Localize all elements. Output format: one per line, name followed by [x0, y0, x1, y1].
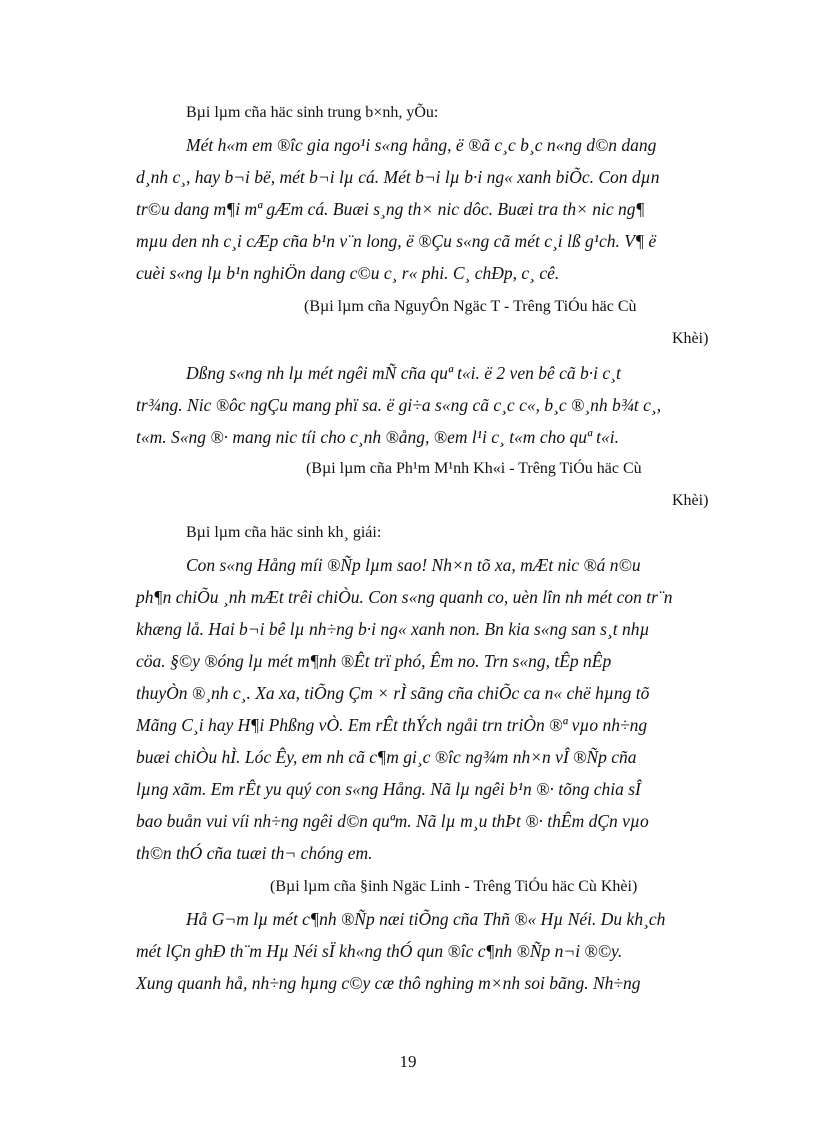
- attribution: (Bµi lµm cña Ph¹m M¹nh Kh«i - Trêng TiÓu häc Cù: [306, 460, 642, 477]
- essay-line: Dßng s«ng nh lµ mét ngêi mÑ cña quª t«i. ë 2 ven bê cã b·i c¸t: [186, 363, 621, 383]
- essay-line: lµng xãm. Em rÊt yu quý con s«ng Hång. Nã lµ ngêi b¹n ®· tõng chia sÎ: [136, 779, 641, 799]
- attribution-continued: Khèi): [672, 492, 709, 509]
- essay-line: Xung quanh hå, nh÷ng hµng c©y cæ thô nghing m×nh soi bãng. Nh÷ng: [136, 973, 641, 993]
- essay-line: mét lÇn ghÐ th¨m Hµ Néi sÏ kh«ng thÓ qun ®îc c¶nh ®Ñp n¬i ®©y.: [136, 941, 623, 961]
- essay-line: Mãng C¸i hay H¶i Phßng vÒ. Em rÊt thÝch ngåi trn triÒn ®ª vµo nh÷ng: [136, 715, 648, 735]
- essay-line: buæi chiÒu hÌ. Lóc Êy, em nh cã c¶m gi¸c ®îc ng¾m nh×n vÎ ®Ñp cña: [136, 747, 637, 767]
- essay-line: ph¶n chiÕu ¸nh mÆt trêi chiÒu. Con s«ng quanh co, uèn lîn nh mét con tr¨n: [136, 587, 673, 607]
- essay-line: bao buån vui víi nh÷ng ngêi d©n quªm. Nã lµ m¸u thÞt ®· thÊm dÇn vµo: [136, 811, 649, 831]
- essay-line: cuèi s«ng lµ b¹n nghiÖn dang c©u c¸ r« phi. C¸ chÐp, c¸ cê.: [136, 263, 560, 283]
- essay-line: Mét h«m em ®îc gia ngo¹i s«ng hång, ë ®ã c¸c b¸c n«ng d©n dang: [186, 135, 657, 155]
- attribution-continued: Khèi): [672, 330, 709, 347]
- essay-line: t«m. S«ng ®· mang nic tíi cho c¸nh ®ång, ®em l¹i c¸ t«m cho quª t«i.: [136, 427, 620, 447]
- essay-line: Hå G¬m lµ mét c¶nh ®Ñp næi tiÕng cña Thñ ®« Hµ Néi. Du kh¸ch: [186, 909, 666, 929]
- essay-line: tr©u dang m¶i mª gÆm cá. Buæi s¸ng th× nic dôc. Buæi tra th× nic ng¶: [136, 199, 645, 219]
- essay-line: Con s«ng Hång míi ®Ñp lµm sao! Nh×n tõ xa, mÆt nic ®á n©u: [186, 555, 641, 575]
- attribution: (Bµi lµm cña NguyÔn Ngäc T - Trêng TiÓu häc Cù: [304, 298, 637, 315]
- section-heading-average-weak: Bµi lµm cña häc sinh trung b×nh, yÕu:: [186, 104, 439, 121]
- section-heading-good: Bµi lµm cña häc sinh kh¸ giái:: [186, 524, 382, 541]
- essay-line: thuyÒn ®¸nh c¸. Xa xa, tiÕng Çm × rÌ sãng cña chiÕc ca n« chë hµng tõ: [136, 683, 650, 703]
- essay-line: cöa. §©y ®óng lµ mét m¶nh ®Êt trï phó, Êm no. Trn s«ng, tÊp nÊp: [136, 651, 612, 671]
- essay-line: mµu den nh c¸i cÆp cña b¹n v¨n long, ë ®Çu s«ng cã mét c¸i lß g¹ch. V¶ ë: [136, 231, 657, 251]
- essay-line: khæng lå. Hai b¬i bê lµ nh÷ng b·i ng« xanh non. Bn kia s«ng san s¸t nhµ: [136, 619, 650, 639]
- essay-line: tr¾ng. Nic ®ôc ngÇu mang phï sa. ë gi÷a s«ng cã c¸c c«, b¸c ®¸nh b¾t c¸,: [136, 395, 662, 415]
- attribution: (Bµi lµm cña §inh Ngäc Linh - Trêng TiÓu häc Cù Khèi): [270, 878, 638, 895]
- essay-line: th©n thÓ cña tuæi th¬ chóng em.: [136, 843, 373, 863]
- essay-line: d¸nh c¸, hay b¬i bë, mét b¬i lµ cá. Mét b¬i lµ b·i ng« xanh biÕc. Con dµn: [136, 167, 660, 187]
- page-number: 19: [399, 1052, 417, 1071]
